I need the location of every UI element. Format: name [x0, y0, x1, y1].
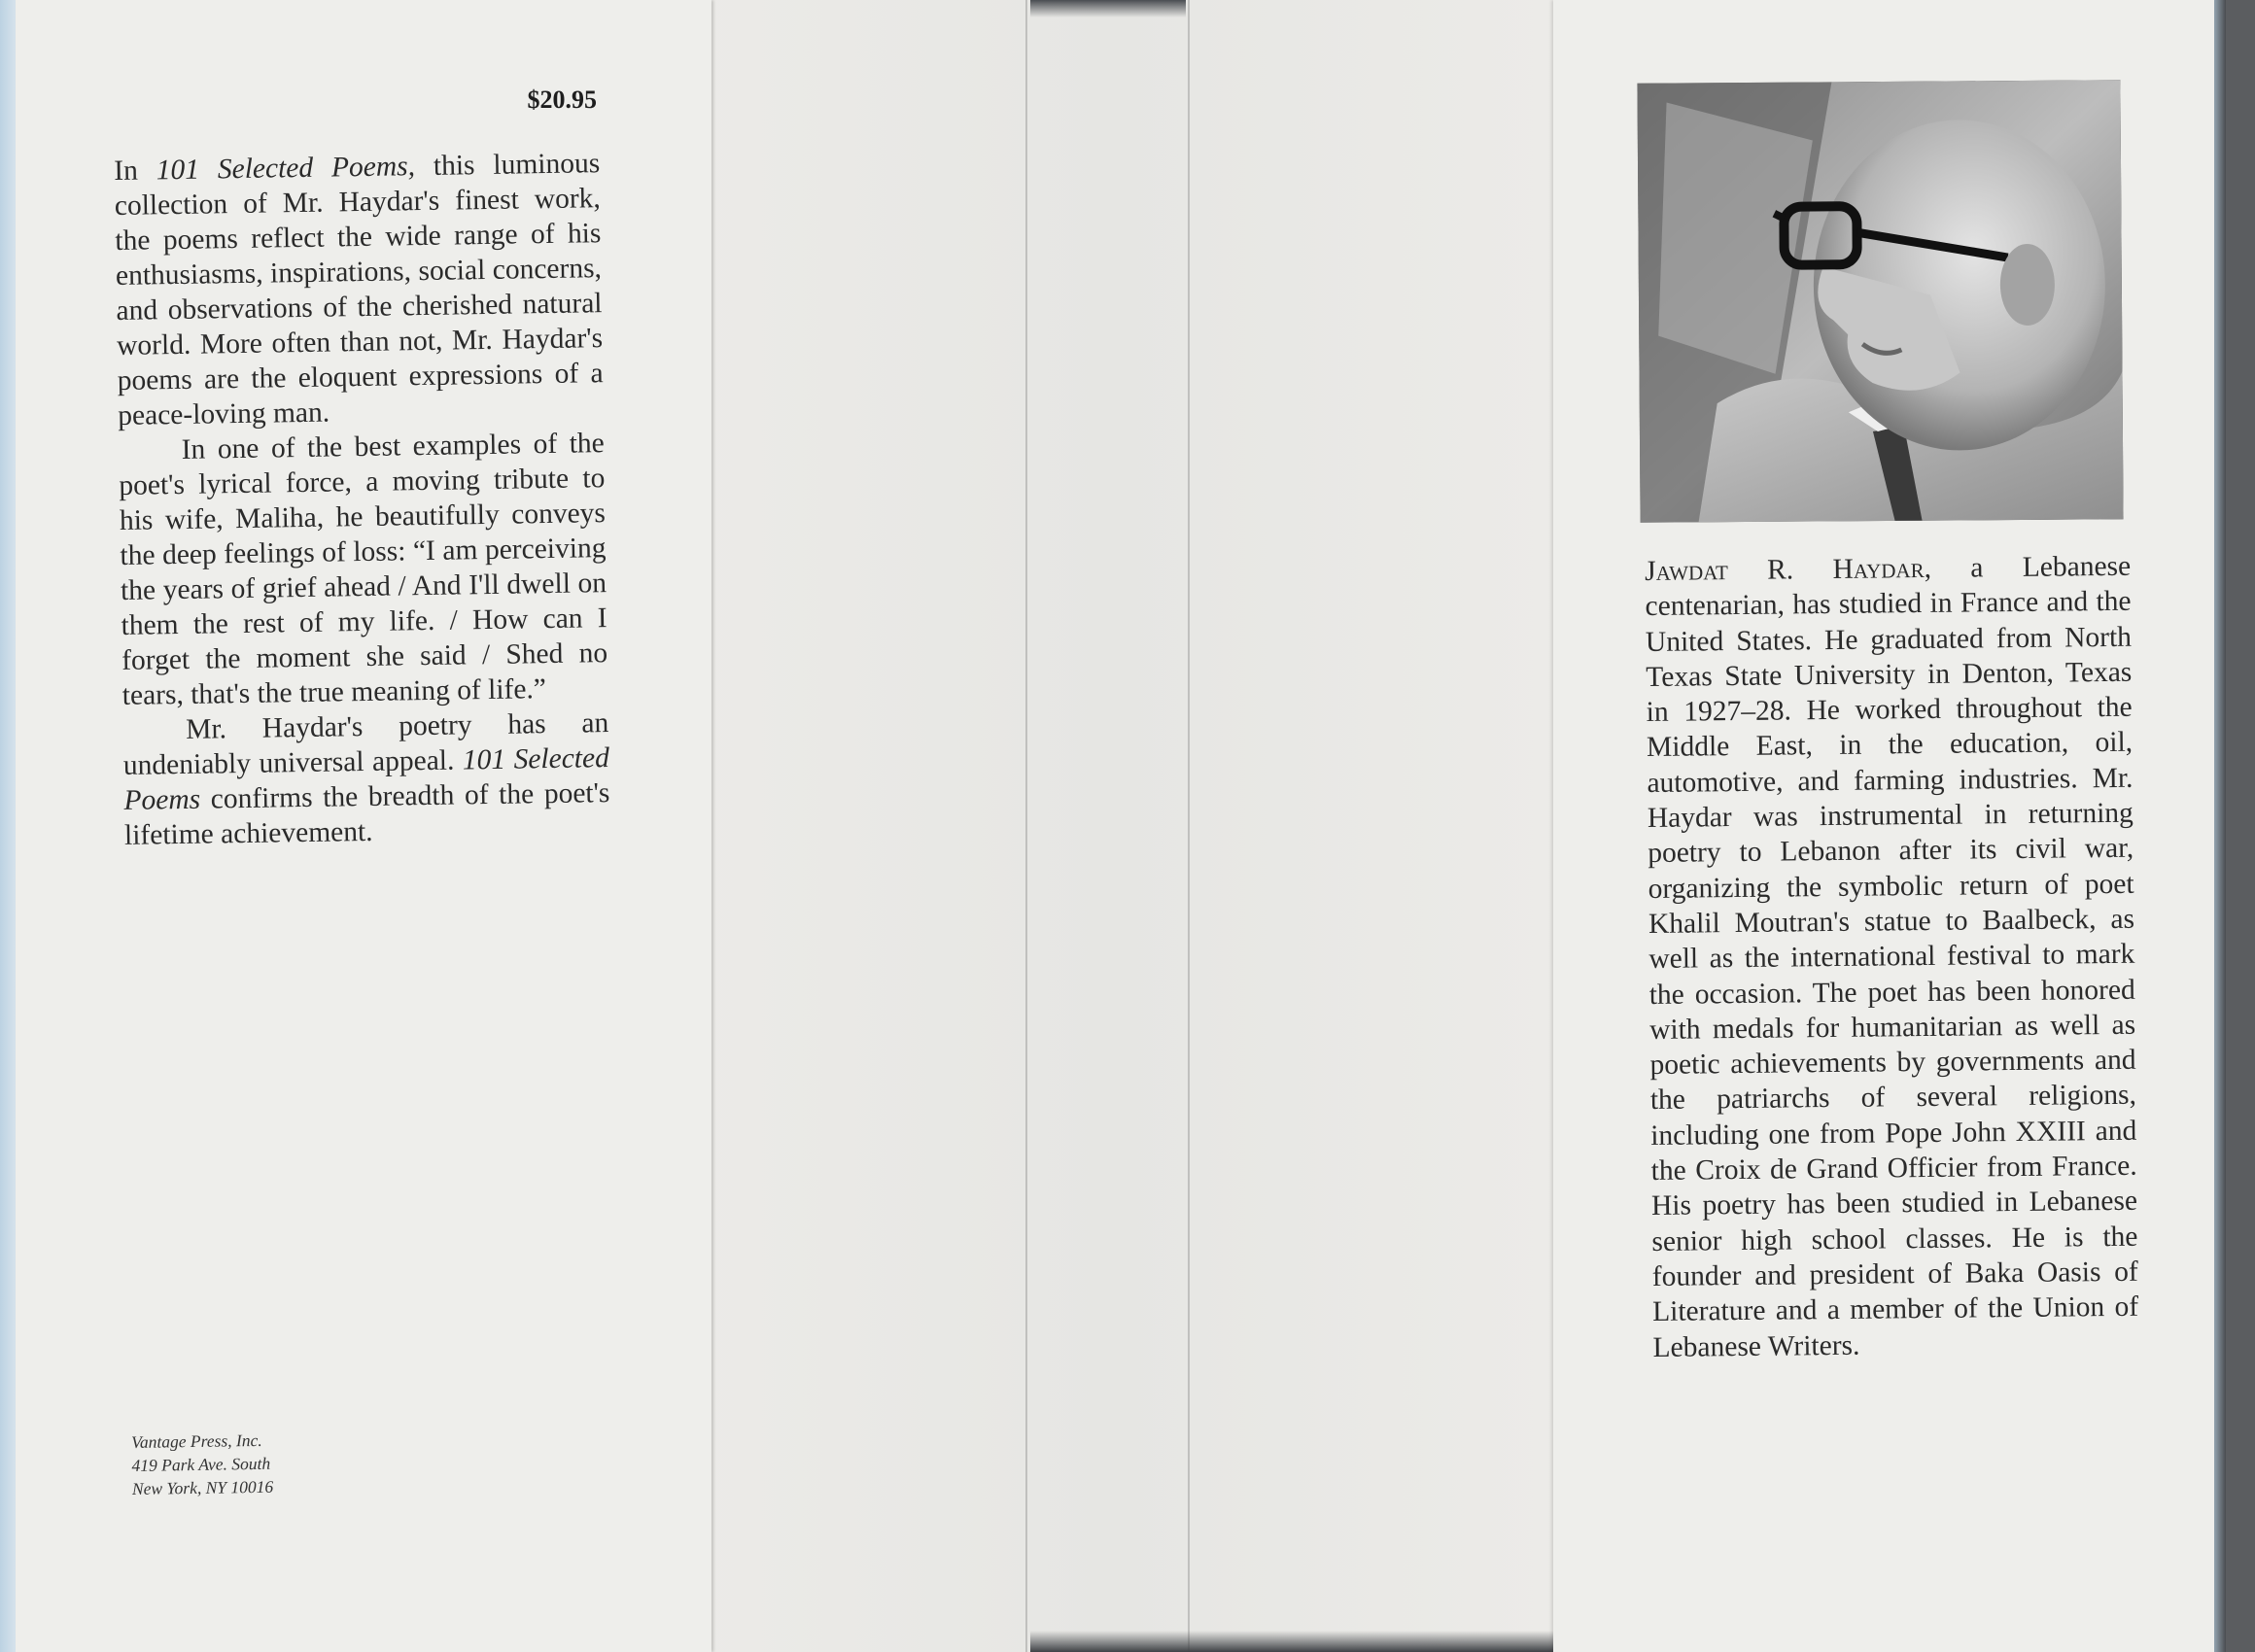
bio-text: a Lebanese centenarian, has studied in France and the United States. He graduated from North Texas State University in Denton, Texas in 1927–28. He worked throughout the Middle East, in the education, oil, automotive, and farming industries. Mr. Haydar was instrumental in returning poetry to Lebanon after its civil war, organizing the symbolic return of poet Khalil Moutran's statue to Baalbeck, as well as the international festival to mark the occasion. The poet has been honored with medals for humanitarian as well as poetic achievements by governments and the patriarchs of several religions, including one from Pope John XXIII and the Croix de Grand Officier from France. His poetry has been studied in Lebanese senior high school classes. He is the founder and president of Baka Oasis of Literature and a member of the Union of Lebanese Writers. — [1645, 550, 2139, 1363]
price-label: $20.95 — [527, 86, 597, 114]
front-flap-blurb — [114, 146, 610, 853]
spine-top-shadow — [1030, 0, 1186, 17]
bio-paragraph — [1645, 549, 2139, 1365]
book-title-italic: 101 Selected Poems — [123, 742, 610, 816]
bottom-shadow — [1030, 1631, 1555, 1652]
author-biography — [1645, 549, 2139, 1365]
blurb-p3-lead: Mr. Haydar's poetry has an undeniably universal appeal. — [122, 707, 609, 781]
blurb-paragraph-1 — [114, 146, 604, 433]
spine-fold-left — [1025, 0, 1027, 1652]
book-title-italic: 101 Selected Poems, — [156, 151, 416, 187]
publisher-address — [131, 1426, 424, 1500]
publisher-city: New York, NY 10016 — [131, 1476, 274, 1498]
spine-fold-right — [1188, 0, 1190, 1652]
publisher-name: Vantage Press, Inc. — [131, 1429, 262, 1452]
blurb-p1-lead: In — [114, 155, 156, 187]
jacket-left-edge — [0, 0, 16, 1652]
publisher-street: 419 Park Ave. South — [131, 1453, 271, 1475]
blurb-p1-body: this luminous collection of Mr. Haydar's finest work, the poems reflect the wide range of his enthusiasms, inspirations, social concerns, and observations of the cherished natural world. More often than not, Mr. Haydar's poems are the eloquent expressions of a peace-loving man. — [114, 148, 604, 431]
author-portrait-photo — [1637, 80, 2123, 522]
author-name: Jawdat R. Haydar, — [1645, 552, 1932, 587]
blurb-paragraph-3 — [122, 706, 610, 853]
blurb-p3-body: confirms the breadth of the poet's lifetime achievement. — [123, 777, 610, 851]
blurb-paragraph-2: In one of the best examples of the poet's lyrical force, a moving tribute to his wife, Maliha, he beautifully conveys the deep feelings of loss: “I am perceiving the years of grief ahead / And I'll dwell on them the rest of my life. / How can I forget the moment she said / Shed no tears, that's the true meaning of life.” — [119, 428, 608, 711]
